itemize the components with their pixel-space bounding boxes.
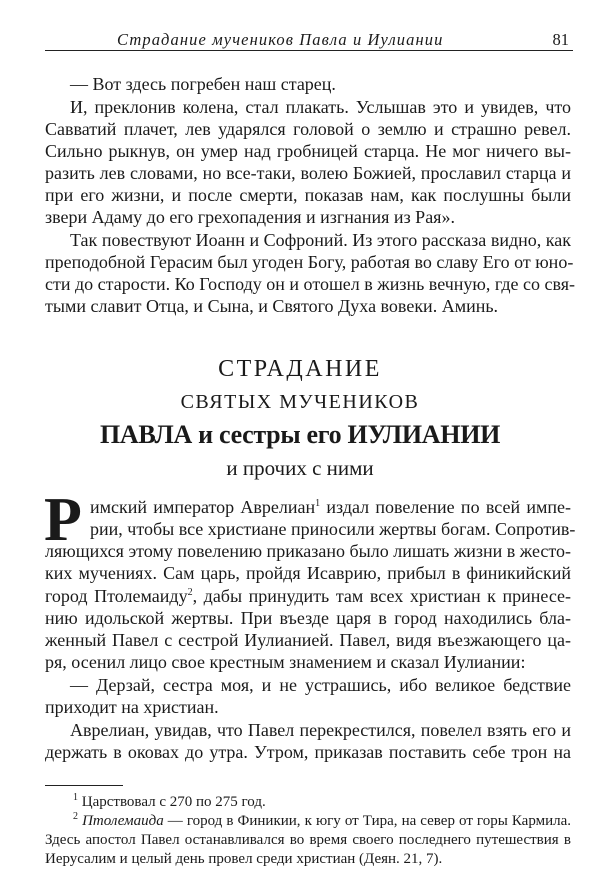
footnote-mark: 2 (73, 811, 78, 822)
footnote-text: Царствовал с 270 по 275 год. (81, 794, 266, 810)
text-span: город Птолемаиду (45, 586, 188, 606)
text-line (45, 586, 571, 606)
text-line: — Дерзай, сестра моя, и не устрашись, ибо великое бедствие (70, 675, 571, 695)
running-title: Страдание мучеников Павла и Иулиании (117, 30, 444, 49)
drop-cap: Р (44, 486, 82, 554)
text-line: Аврелиан, увидав, что Павел перекрестился, повелел взять его и (70, 720, 571, 740)
text-line: — Вот здесь погребен наш старец. (70, 74, 336, 94)
text-line: разить лев словами, но все-таки, волею Божией, прославил старца и (45, 163, 571, 183)
running-header (45, 28, 573, 51)
text-line: приходит на христиан. (45, 697, 219, 717)
text-line: держать в оковах до утра. Утром, приказав поставить себе трон на (45, 742, 571, 762)
page-number: 81 (552, 30, 569, 49)
text-line: сти до старости. Ко Господу он и отошел в жизнь вечную, где со свя- (45, 274, 576, 294)
chapter-title-line1: СТРАДАНИЕ (218, 356, 382, 382)
text-line: И, преклонив колена, стал плакать. Услышав это и увидев, что (70, 97, 571, 117)
text-line: рии, чтобы все христиане приносили жертвы богам. Сопротив- (90, 519, 576, 539)
text-line: нию идольской жертвы. При въезде царя в город находились бла- (45, 608, 571, 628)
footnote-term: Птолемаида (82, 813, 164, 829)
text-line: ких мучениях. Сам царь, пройдя Исаврию, прибыл в финикийский (45, 563, 571, 583)
chapter-title-line4: и прочих с ними (226, 456, 374, 480)
text-line (90, 497, 571, 517)
text-span: , дабы принудить там всех христиан к принесе- (192, 586, 572, 606)
text-line: Так повествуют Иоанн и Софроний. Из этого рассказа видно, как (70, 230, 571, 250)
text-line: женный Павел с сестрой Иулианией. Павел, видя въезжающего ца- (45, 630, 571, 650)
text-line: Сильно рыкнув, он умер над гробницей старца. Не мог ничего вы- (45, 141, 571, 161)
text-line: при его жизни, и после смерти, показав нам, как послушны были (45, 185, 571, 205)
text-line: звери Адаму до его грехопадения и изгнания из Рая». (45, 207, 455, 227)
text-span: имский император Аврелиан (90, 497, 316, 517)
text-line: преподобной Герасим был угоден Богу, работая во славу Его от юно- (45, 252, 574, 272)
footnote-2 (73, 812, 571, 830)
footnote-ref-1[interactable]: 1 (315, 498, 321, 509)
footnote-text: — город в Финикии, к югу от Тира, на север от горы Кармила. (163, 813, 572, 829)
text-line: ляющихся этому повелению приказано было лишать жизни в жесто- (45, 541, 572, 561)
text-line: ря, осенил лицо свое крестным знамением и сказал Иулиании: (45, 652, 526, 672)
footnote-2-line: Иерусалим и целый день провел среди христиан (Деян. 21, 7). (45, 851, 443, 867)
footnote-ref-2[interactable]: 2 (187, 587, 193, 598)
footnote-mark: 1 (73, 792, 78, 803)
chapter-title-line2: СВЯТЫХ МУЧЕНИКОВ (180, 391, 420, 413)
text-line: Савватий плачет, лев ударялся головой о землю и страшно ревел. (45, 119, 571, 139)
text-span: издал повеление по всей импе- (320, 497, 571, 517)
text-line: тыми славит Отца, и Сына, и Святого Духа вовеки. Аминь. (45, 296, 499, 316)
footnote-2-line: Здесь апостол Павел останавливался во время своего последнего путешествия в (45, 832, 571, 848)
footnote-1 (73, 793, 571, 811)
chapter-title-line3: ПАВЛА и сестры его ИУЛИАНИИ (99, 420, 501, 449)
footnote-divider (45, 785, 123, 786)
